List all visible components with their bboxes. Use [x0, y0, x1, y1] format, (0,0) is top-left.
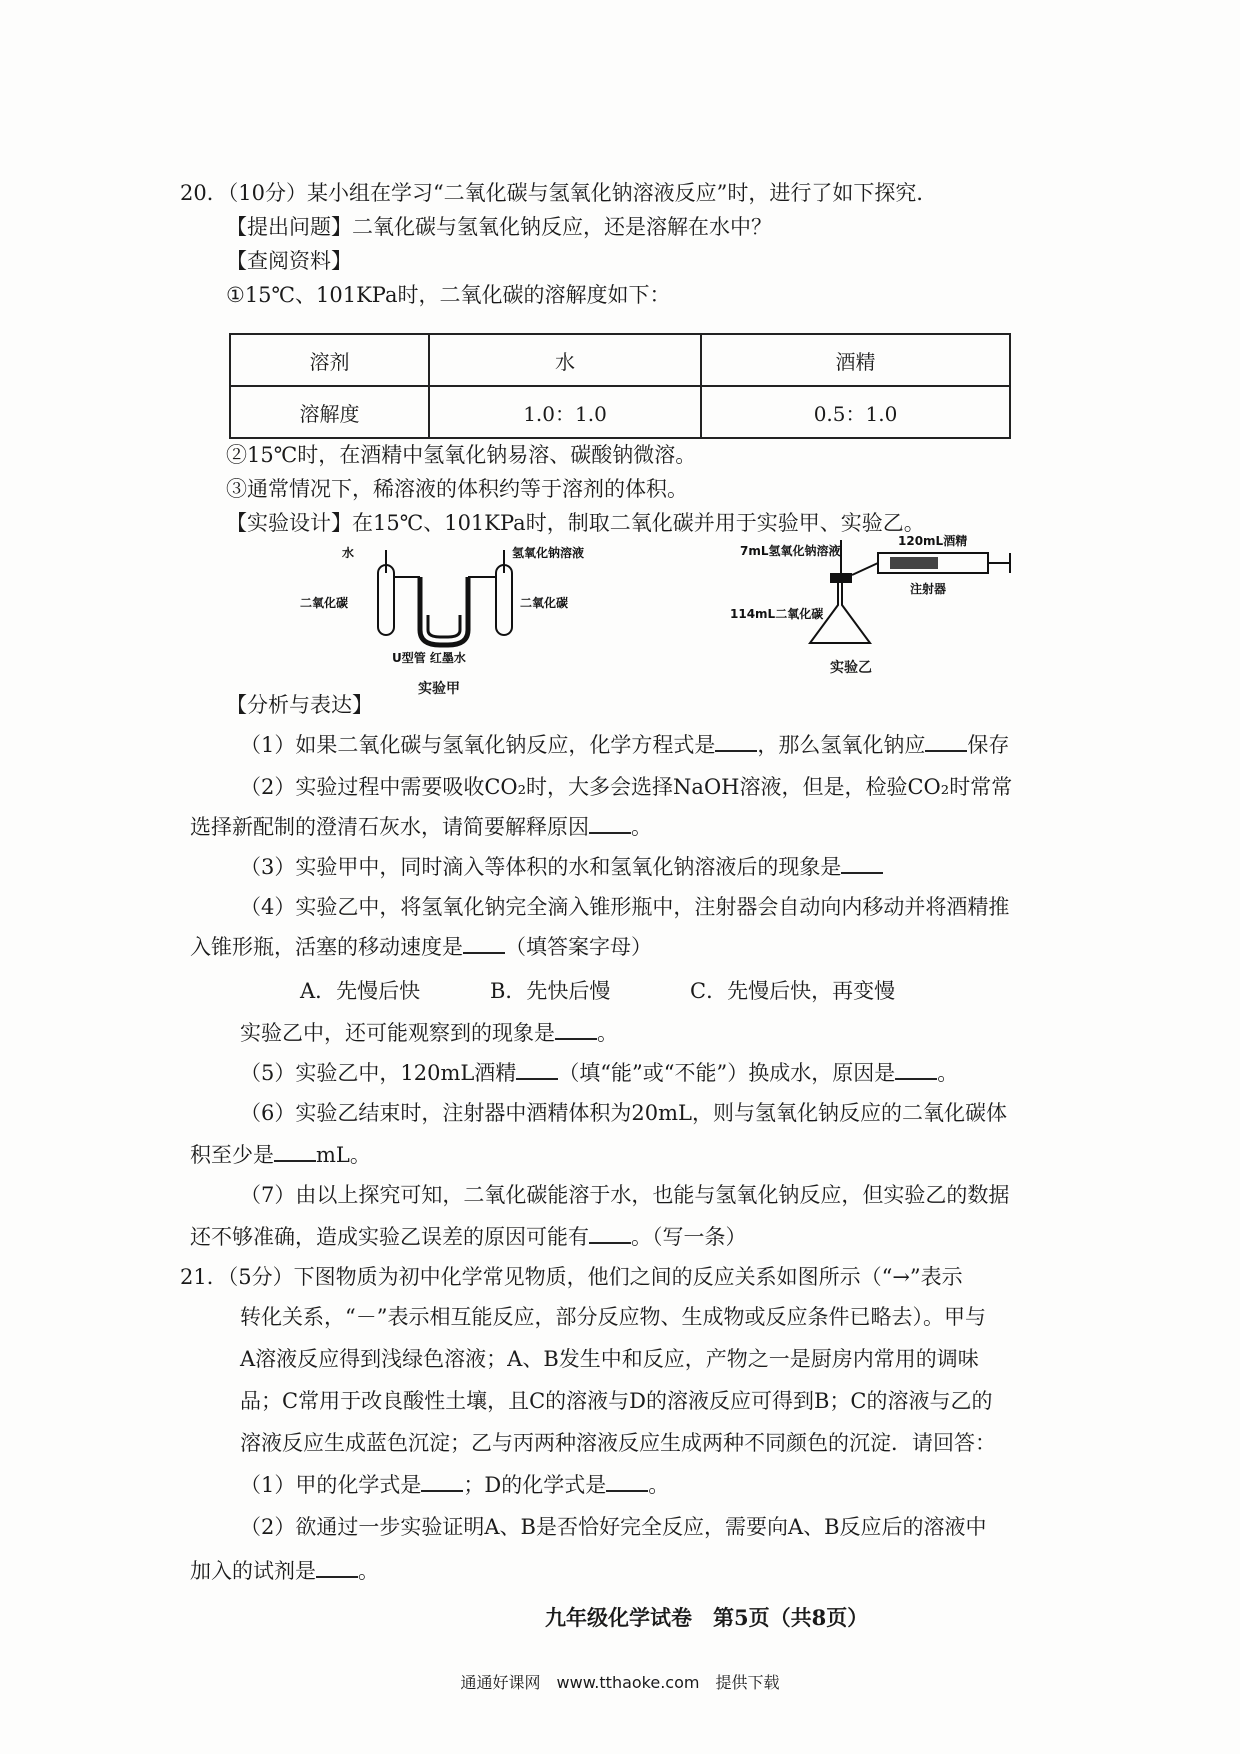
- answer-blank[interactable]: [316, 1556, 358, 1578]
- p6-text-b: 积至少是: [190, 1143, 274, 1167]
- s1-text-b: ；D的化学式是: [463, 1473, 607, 1497]
- option-a: A．先慢后快: [300, 979, 421, 1003]
- label-water: 水: [342, 546, 355, 560]
- p4-text-b: 入锥形瓶，活塞的移动速度是: [190, 935, 463, 959]
- p7-text-b: 还不够准确，造成实验乙误差的原因可能有: [190, 1225, 589, 1249]
- p1-text-c: 保存: [967, 733, 1010, 757]
- q20-p7a: （7）由以上探究可知，二氧化碳能溶于水，也能与氢氧化钠反应，但实验乙的数据: [240, 1183, 1010, 1207]
- q20-p4a: （4）实验乙中，将氢氧化钠完全滴入锥形瓶中，注射器会自动向内移动并将酒精推: [240, 895, 1010, 919]
- p4-text-c: （填答案字母）: [505, 935, 652, 959]
- p1-text-b: ，那么氢氧化钠应: [757, 733, 926, 757]
- answer-blank[interactable]: [589, 812, 631, 834]
- table-cell: 水: [429, 334, 701, 386]
- experiment-jia-diagram: [300, 545, 630, 670]
- s2-text-c: 。: [358, 1559, 379, 1583]
- q20-reference-title: 【查阅资料】: [226, 249, 352, 273]
- label-co2-left: 二氧化碳: [300, 596, 349, 610]
- answer-blank[interactable]: [606, 1470, 648, 1492]
- q20-header: 20．（10分）某小组在学习“二氧化碳与氢氧化钠溶液反应”时，进行了如下探究．: [180, 181, 938, 205]
- p2-text-c: 。: [631, 815, 652, 839]
- caption-yi: 实验乙: [830, 660, 872, 676]
- label-syringe: 注射器: [910, 582, 947, 596]
- p5-text-c: 。: [937, 1061, 959, 1085]
- label-co2-114ml: 114mL二氧化碳: [730, 607, 824, 621]
- q20-ref2: ②15℃时，在酒精中氢氧化钠易溶、碳酸钠微溶。: [226, 443, 697, 467]
- q21-line-4: 品；C常用于改良酸性土壤，且C的溶液与D的溶液反应可得到B；C的溶液与乙的: [240, 1389, 993, 1413]
- solubility-table: [229, 333, 1011, 439]
- q20-p3: [240, 852, 883, 882]
- table-cell: 0.5：1.0: [701, 386, 1010, 438]
- answer-blank[interactable]: [841, 852, 883, 874]
- p4-text-e: 。: [597, 1021, 618, 1045]
- q21-sub2a: （2）欲通过一步实验证明A、B是否恰好完全反应，需要向A、B反应后的溶液中: [240, 1515, 987, 1539]
- label-utube: U型管 红墨水: [392, 651, 466, 665]
- label-naoh-7ml: 7mL氢氧化钠溶液: [740, 544, 841, 558]
- option-c: C．先慢后快，再变慢: [690, 979, 896, 1003]
- q20-p6a: （6）实验乙结束时，注射器中酒精体积为20mL，则与氢氧化钠反应的二氧化碳体: [240, 1101, 1007, 1125]
- label-co2-right: 二氧化碳: [520, 596, 569, 610]
- answer-blank[interactable]: [463, 932, 505, 954]
- q20-p2b: [190, 812, 652, 842]
- q21-line-2: 转化关系，“－”表示相互能反应，部分反应物、生成物或反应条件已略去）。甲与: [240, 1305, 986, 1329]
- q20-design: 【实验设计】在15℃、101KPa时，制取二氧化碳并用于实验甲、实验乙。: [226, 511, 925, 535]
- answer-blank[interactable]: [421, 1470, 463, 1492]
- table-row: [230, 386, 1010, 438]
- answer-blank[interactable]: [516, 1058, 558, 1080]
- q21-sub1: [240, 1470, 669, 1500]
- q21-line-1: 21．（5分）下图物质为初中化学常见物质，他们之间的反应关系如图所示（“→”表示: [180, 1265, 963, 1289]
- q20-ref1: ①15℃、101KPa时，二氧化碳的溶解度如下：: [226, 283, 671, 307]
- option-b: B．先快后慢: [490, 979, 611, 1003]
- experiment-yi-diagram: [720, 525, 1020, 655]
- page-footer: 九年级化学试卷 第5页（共8页）: [545, 1605, 869, 1630]
- analysis-title: 【分析与表达】: [226, 693, 373, 717]
- q21-line-5: 溶液反应生成蓝色沉淀；乙与丙两种溶液反应生成两种不同颜色的沉淀．请回答：: [240, 1431, 996, 1455]
- q20-p4b: [190, 932, 652, 962]
- table-cell: 1.0：1.0: [429, 386, 701, 438]
- answer-blank[interactable]: [589, 1222, 631, 1244]
- answer-blank[interactable]: [895, 1058, 937, 1080]
- s2-text-b: 加入的试剂是: [190, 1559, 316, 1583]
- answer-blank[interactable]: [274, 1140, 316, 1162]
- s1-text-a: （1）甲的化学式是: [240, 1473, 422, 1497]
- q20-raise-question: 【提出问题】二氧化碳与氢氧化钠反应，还是溶解在水中？: [226, 215, 772, 239]
- q20-p1: [240, 730, 1009, 760]
- table-cell: 溶剂: [230, 334, 429, 386]
- p1-text-a: （1）如果二氧化碳与氢氧化钠反应，化学方程式是: [240, 733, 716, 757]
- s1-text-c: 。: [648, 1473, 670, 1497]
- table-cell: 酒精: [701, 334, 1010, 386]
- q21-sub2b: [190, 1556, 379, 1586]
- answer-blank[interactable]: [925, 730, 967, 752]
- table-header-row: [230, 334, 1010, 386]
- caption-jia: 实验甲: [418, 681, 460, 697]
- q20-p5: [240, 1058, 958, 1088]
- p2-text-b: 选择新配制的澄清石灰水，请简要解释原因: [190, 815, 589, 839]
- p5-text-b: （填“能”或“不能”）换成水，原因是: [558, 1061, 896, 1085]
- q20-p6b: [190, 1140, 371, 1170]
- q20-p2a: （2）实验过程中需要吸收CO₂时，大多会选择NaOH溶液，但是，检验CO₂时常常: [240, 775, 1013, 799]
- label-naoh: 氢氧化钠溶液: [512, 546, 585, 560]
- answer-blank[interactable]: [715, 730, 757, 752]
- q20-p7b: [190, 1222, 747, 1252]
- site-footer: 通通好课网 www.tthaoke.com 提供下载: [460, 1673, 780, 1692]
- p6-text-c: mL。: [316, 1143, 371, 1167]
- q20-ref3: ③通常情况下，稀溶液的体积约等于溶剂的体积。: [226, 477, 688, 501]
- p7-text-c: 。（写一条）: [631, 1225, 747, 1249]
- p3-text: （3）实验甲中，同时滴入等体积的水和氢氧化钠溶液后的现象是: [240, 855, 842, 879]
- p5-text-a: （5）实验乙中，120mL酒精: [240, 1061, 517, 1085]
- q20-p4d: [240, 1018, 618, 1048]
- label-alcohol-120ml: 120mL酒精: [898, 534, 968, 548]
- table-cell: 溶解度: [230, 386, 429, 438]
- answer-blank[interactable]: [555, 1018, 597, 1040]
- q21-line-3: A溶液反应得到浅绿色溶液；A、B发生中和反应，产物之一是厨房内常用的调味: [240, 1347, 979, 1371]
- p4-text-d: 实验乙中，还可能观察到的现象是: [240, 1021, 555, 1045]
